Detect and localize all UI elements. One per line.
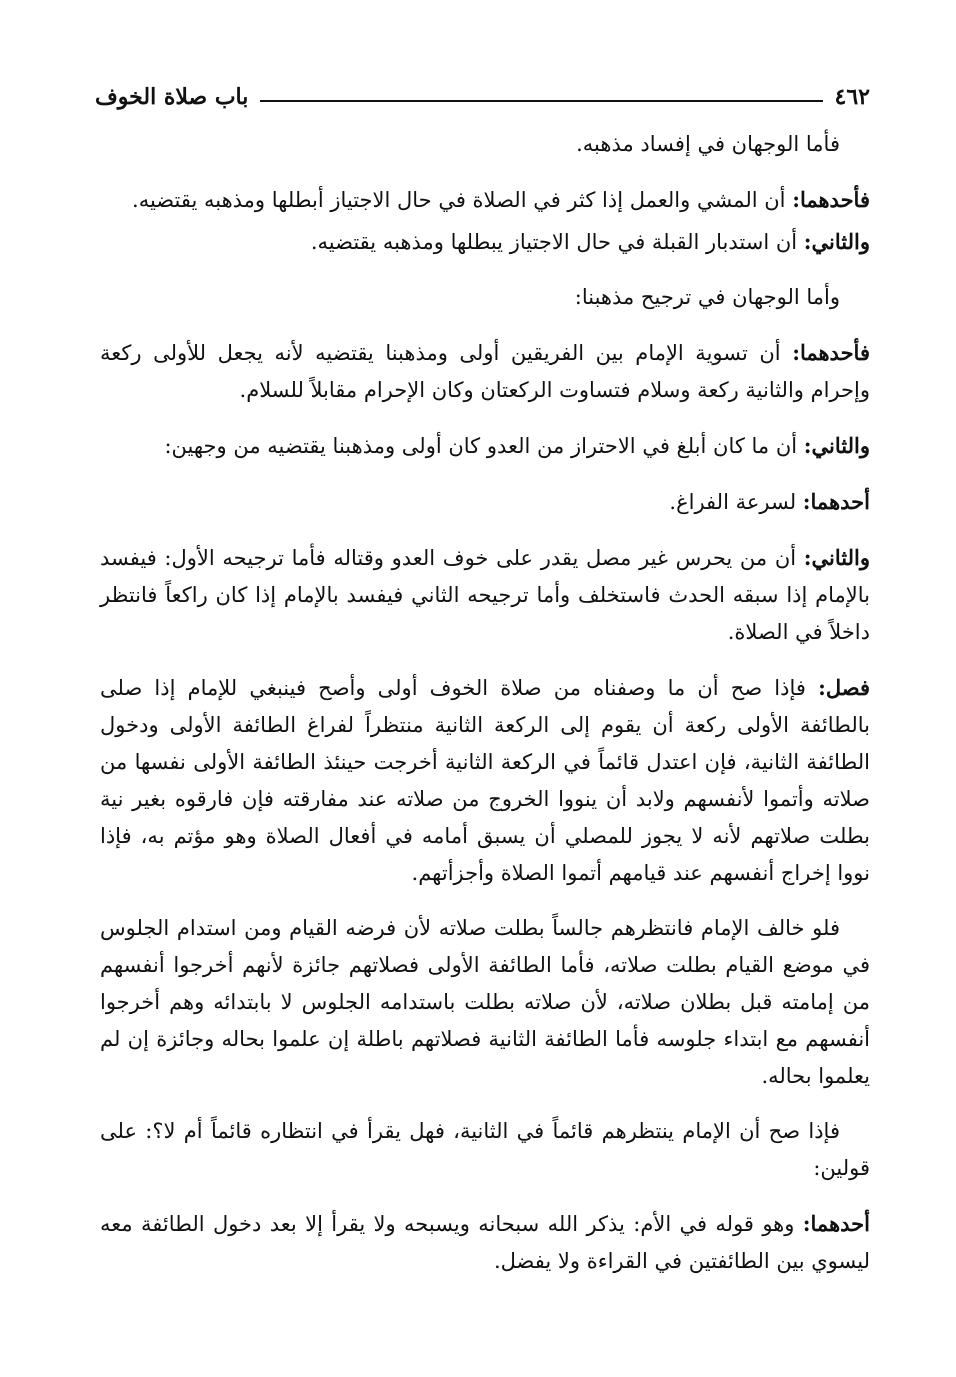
paragraph-label: والثاني: — [803, 433, 870, 458]
paragraph-text: فإذا صح أن ما وصفناه من صلاة الخوف أولى وأصح فينبغي للإمام إذا صلى بالطائفة الأولى ركعة أن يقوم إلى الركعة الثانية منتظراً لفراغ الطائفة الأولى ودخول الطائفة الثانية، فإن اعتدل قائماً في الركعة الثانية أخرجت حينئذ الطائفة الأولى نفسها من صلاته وأتموا لأنفسهم ولابد أن ينووا الخروج من صلاته عند مفارقته فإن فارقوه بغير نية بطلت صلاتهم لأنه لا يجوز للمصلي أن يسبق أمامه في أفعال الصلاة وهو مؤتم به، فإذا نووا إخراج أنفسهم عند قيامهم أتموا الصلاة وأجزأتهم. — [100, 676, 870, 885]
paragraph-label: والثاني: — [803, 545, 870, 570]
paragraph-text: أن تسوية الإمام بين الفريقين أولى ومذهبنا يقتضيه لأنه يجعل للأولى ركعة وإحرام والثانية ركعة وسلام فتساوت الركعتان وكان الإحرام مقابلاً للسلام. — [100, 341, 870, 402]
paragraph-label: أحدهما: — [802, 1211, 870, 1236]
paragraph — [100, 1205, 870, 1280]
paragraph — [100, 1113, 870, 1187]
paragraph-text: أن من يحرس غير مصل يقدر على خوف العدو وقتاله فأما ترجيحه الأول: فيفسد بالإمام إذا سبقه الحدث فاستخلف وأما ترجيحه الثاني فيفسد بالإمام إذا كان راكعاً فانتظر داخلاً في الصلاة. — [100, 546, 870, 644]
page-header — [95, 80, 870, 114]
paragraph — [100, 539, 870, 651]
body-text — [100, 126, 870, 1298]
paragraph-text: فأما الوجهان في إفساد مذهبه. — [576, 132, 840, 156]
paragraph — [100, 223, 870, 261]
paragraph — [100, 910, 870, 1095]
paragraph — [100, 279, 870, 316]
paragraph — [100, 334, 870, 409]
paragraph — [100, 483, 870, 521]
header-rule — [260, 100, 822, 102]
paragraph-text: أن المشي والعمل إذا كثر في الصلاة في حال الاجتياز أبطلها ومذهبه يقتضيه. — [132, 188, 786, 212]
paragraph — [100, 126, 870, 163]
paragraph — [100, 427, 870, 465]
paragraph — [100, 181, 870, 219]
page-number: ٤٦٢ — [834, 84, 870, 110]
paragraph-label: أحدهما: — [802, 489, 870, 514]
paragraph-text: وأما الوجهان في ترجيح مذهبنا: — [574, 285, 840, 309]
chapter-title: باب صلاة الخوف — [95, 84, 249, 110]
paragraph-label: فأحدهما: — [792, 340, 870, 365]
paragraph-text: أن ما كان أبلغ في الاحتراز من العدو كان أولى ومذهبنا يقتضيه من وجهين: — [164, 434, 798, 458]
paragraph-text: أن استدبار القبلة في حال الاجتياز يبطلها ومذهبه يقتضيه. — [310, 230, 798, 254]
paragraph-label: فأحدهما: — [792, 187, 870, 212]
paragraph-text: فلو خالف الإمام فانتظرهم جالساً بطلت صلاته لأن فرضه القيام ومن استدام الجلوس في موضع القيام بطلت صلاته، فأما الطائفة الأولى فصلاتهم جائزة لأنهم أخرجوا أنفسهم من إمامته قبل بطلان صلاته، لأن صلاته بطلت باستدامه الجلوس لا بابتدائه وهم أخرجوا أنفسهم مع ابتداء جلوسه فأما الطائفة الثانية فصلاتهم باطلة إن علموا بحاله وجائزة إن لم يعلموا بحاله. — [100, 916, 870, 1088]
section-label: فصل: — [818, 675, 870, 700]
paragraph-text: فإذا صح أن الإمام ينتظرهم قائماً في الثانية، فهل يقرأ في انتظاره قائماً أم لا؟: على قولين: — [100, 1119, 870, 1180]
paragraph-label: والثاني: — [803, 229, 870, 254]
paragraph-text: وهو قوله في الأم: يذكر الله سبحانه ويسبحه ولا يقرأ إلا بعد دخول الطائفة معه ليسوي بين الطائفتين في القراءة ولا يفضل. — [100, 1212, 870, 1273]
paragraph-text: لسرعة الفراغ. — [669, 490, 797, 514]
paragraph — [100, 669, 870, 892]
